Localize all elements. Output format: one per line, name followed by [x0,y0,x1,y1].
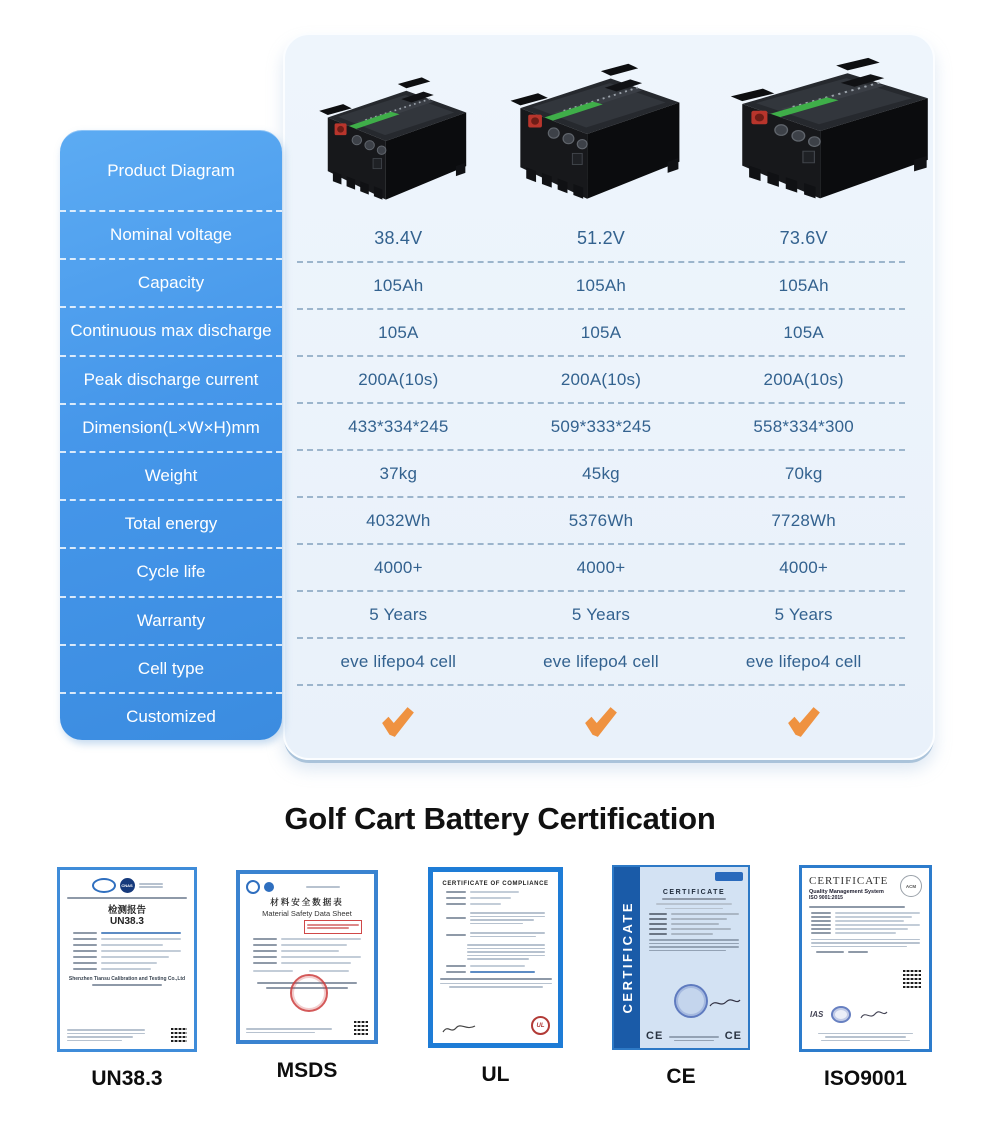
acm-logo: ACM [900,875,922,897]
cert-field-rows [809,912,922,934]
sidebar-row-capacity [60,260,282,308]
spec-value: 105A [580,322,622,342]
spec-value: 105Ah [778,275,829,295]
sidebar-label: Nominal voltage [110,225,232,245]
spec-value: eve lifepo4 cell [543,651,659,671]
lab-name: Shenzhen Tiansu Calibration and Testing Co.,Ltd [68,976,186,982]
cert-paragraph [467,944,545,960]
spec-value: 5 Years [774,604,833,624]
certificate-ul [428,867,563,1087]
certificate-un38-3 [57,867,197,1091]
certification-section-title: Golf Cart Battery Certification [284,801,716,836]
cert-logos [73,878,181,893]
qr-code [903,970,921,988]
spec-value: 51.2V [576,228,626,248]
signature [708,996,742,1010]
spec-value: 37kg [379,463,418,483]
ce-certificate-image [612,865,750,1050]
cert-field-rows [66,932,188,970]
cert-footnote-lines [246,1026,332,1035]
battery-51v-image [485,60,701,208]
report-title-cn: 检测报告 [107,905,146,916]
spec-value: 200A(10s) [560,369,642,389]
sidebar-row-dimension [60,405,282,453]
ul-mark-icon: UL [531,1016,550,1035]
cert-logos [246,880,368,894]
certificate-msds [236,870,378,1083]
spec-value: 4000+ [373,557,423,577]
spec-value: 509*333*245 [550,416,652,436]
cert-label-ce: CE [666,1065,696,1088]
iso-standard: ISO 9001:2015 [809,895,843,901]
cert-label-iso9001: ISO9001 [824,1067,907,1090]
iso-cert-heading: CERTIFICATE [809,875,889,887]
cert-field-rows [439,891,552,905]
cert-label-un38-3: UN38.3 [91,1067,163,1090]
spec-panel [283,33,935,760]
sidebar-row-nominal-voltage [60,212,282,260]
row-peak-discharge-current [297,357,905,404]
sidebar-label: Total energy [124,514,218,534]
cert-paragraph [811,939,920,948]
sidebar-label: Product Diagram [107,160,235,180]
battery-73v-image [701,54,953,208]
msds-title-cn: 材料安全数据表 [270,897,344,907]
sidebar-row-product-diagram [60,131,282,212]
report-title: UN38.3 [110,916,144,927]
ce-mark-right: CE [724,1030,742,1042]
blue-stamp [674,984,708,1018]
qr-code [354,1021,368,1035]
iso9001-certificate-image [799,865,932,1052]
spec-value: eve lifepo4 cell [340,651,457,671]
cert-label-ul: UL [481,1063,510,1086]
spec-value: 5 Years [571,604,631,624]
lab-logo [246,880,260,894]
check-icon [380,706,416,738]
row-weight [297,451,905,498]
sidebar-label: Dimension(L×W×H)mm [82,417,260,437]
row-warranty [297,592,905,639]
spec-value: eve lifepo4 cell [745,651,862,671]
spec-value: 105A [783,322,824,342]
check-icon [583,706,619,738]
spec-value: 4032Wh [366,510,431,530]
row-cell-type [297,639,905,686]
spec-value: 105Ah [373,275,424,295]
cert-footnote-lines [814,1031,917,1044]
blue-oval-stamp [831,1006,851,1023]
msds-title: Material Safety Data Sheet [262,909,352,918]
spec-value: 4000+ [779,557,829,577]
notified-body-logo [715,872,743,881]
cert-marks-row [810,1006,889,1023]
row-nominal-voltage [297,216,905,263]
sidebar-label: Capacity [137,273,205,293]
cert-footnote-lines [666,1034,722,1043]
row-capacity [297,263,905,310]
spec-value: 200A(10s) [763,369,844,389]
cnas-logo: CNAS [120,878,135,893]
spec-value: 105Ah [575,275,627,295]
ce-cert-heading: CERTIFICATE [662,889,726,896]
ias-logo: IAS [810,1010,824,1019]
spec-value: 5 Years [369,604,428,624]
sidebar-row-continuous-max-discharge [60,308,282,356]
check-icon [786,706,822,738]
ul-cert-heading: CERTIFICATE OF COMPLIANCE [442,881,549,887]
spec-value: 5376Wh [568,510,634,530]
certificate-ce [612,865,750,1089]
cert-field-rows [246,938,368,964]
row-cycle-life [297,545,905,592]
sidebar-label: Customized [126,706,216,726]
certificate-iso9001 [799,865,932,1091]
spec-value: 38.4V [374,228,423,248]
product-images-row [297,35,905,216]
battery-38v-image [297,74,485,208]
sidebar-label: Peak discharge current [83,369,259,389]
row-dimension [297,404,905,451]
sidebar-row-cell-type [60,646,282,694]
sidebar-label: Cell type [137,658,205,678]
signature [859,1009,889,1021]
sidebar-label: Weight [144,466,198,486]
sidebar-row-warranty [60,598,282,646]
red-note-box [304,920,362,934]
cert-label-msds: MSDS [276,1059,338,1082]
spec-sidebar [60,130,282,740]
sidebar-label: Continuous max discharge [70,321,272,341]
un38-3-certificate-image [57,867,197,1052]
row-continuous-max-discharge [297,310,905,357]
spec-value: 558*334*300 [753,416,854,436]
sidebar-row-total-energy [60,501,282,549]
sidebar-row-customized [60,694,282,740]
ce-mark-left: CE [646,1030,664,1042]
ce-vertical-band [614,867,640,1048]
spec-value: 200A(10s) [358,369,439,389]
spec-value: 73.6V [779,228,828,248]
cert-field-rows [645,913,743,935]
cert-footnote-lines [67,1027,145,1043]
sidebar-row-peak-discharge-current [60,357,282,405]
ce-band-text: CERTIFICATE [619,901,635,1014]
red-stamp [290,974,328,1012]
ul-certificate-image [428,867,563,1048]
iso-subtitle: Quality Management System [809,889,884,895]
spec-value: 433*334*245 [348,416,449,436]
row-total-energy [297,498,905,545]
msds-certificate-image [236,870,378,1044]
sidebar-row-weight [60,453,282,501]
lab-logo [264,882,274,892]
signature [441,1023,477,1035]
sidebar-row-cycle-life [60,549,282,597]
row-customized [297,686,905,757]
spec-value: 105A [378,322,419,342]
spec-value: 70kg [784,463,823,483]
sidebar-label: Cycle life [136,562,206,582]
spec-value: 7728Wh [771,510,836,530]
spec-value: 45kg [582,463,620,483]
spec-value: 4000+ [576,557,626,577]
cert-paragraph [649,939,739,951]
sidebar-label: Warranty [136,610,206,630]
qr-code [171,1026,187,1042]
accreditation-logo [92,878,116,893]
